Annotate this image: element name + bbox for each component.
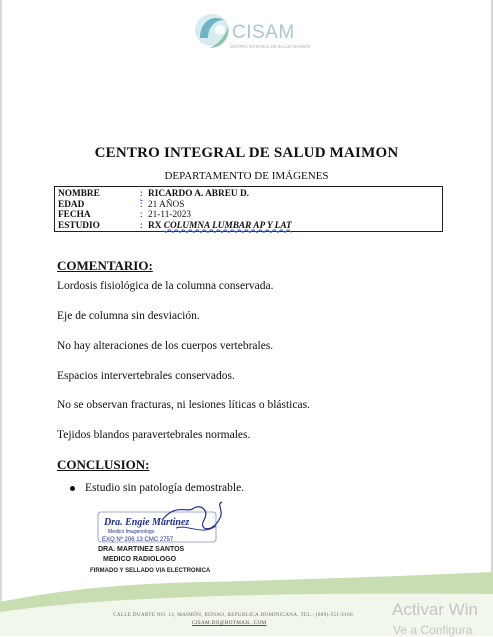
age-value: 21 AÑOS bbox=[148, 199, 185, 210]
activation-watermark-sub: Ve a Configura bbox=[393, 623, 473, 637]
stamp-name: Dra. Engie Martinez bbox=[104, 517, 190, 528]
finding-line: Lordosis fisiológica de la columna conservada. bbox=[57, 280, 274, 292]
bullet-icon bbox=[70, 486, 75, 491]
date-label: FECHA bbox=[58, 210, 91, 220]
footer-address: CALLE DUARTE NO. 13, MAIMÓN, BONAO, REPUBLICA DOMINICANA, TEL.: (809)-551-2166 bbox=[113, 612, 353, 618]
info-row-age bbox=[58, 200, 439, 211]
date-colon: : bbox=[140, 210, 143, 220]
logo-tagline: CENTRO INTEGRAL DE SALUD MAIMON bbox=[230, 44, 311, 49]
info-row-date bbox=[58, 210, 439, 221]
activation-watermark: Activar Win bbox=[392, 600, 478, 619]
study-label: ESTUDIO bbox=[58, 220, 100, 231]
cisam-logo bbox=[190, 8, 310, 56]
study-colon: : bbox=[140, 220, 143, 231]
document-title: CENTRO INTEGRAL DE SALUD MAIMON bbox=[94, 145, 399, 161]
footer-email[interactable]: CISAM.DO@HOTMAIL .COM bbox=[192, 620, 267, 626]
signature-stamp-icon bbox=[92, 500, 232, 550]
conclusion-item bbox=[70, 482, 244, 494]
info-row-name bbox=[58, 189, 439, 200]
page-left-edge bbox=[0, 0, 2, 636]
logo-name: CISAM bbox=[232, 22, 295, 43]
study-value-wrap bbox=[148, 221, 292, 232]
department-subtitle: DEPARTAMENTO DE IMÁGENES bbox=[164, 170, 329, 182]
comment-heading: COMENTARIO: bbox=[57, 258, 153, 273]
signed-note: FIRMADO Y SELLADO VIA ELECTRONICA bbox=[90, 568, 211, 574]
conclusion-heading: CONCLUSION: bbox=[57, 457, 150, 472]
age-colon: : bbox=[140, 199, 143, 210]
name-colon: : bbox=[140, 189, 143, 199]
conclusion-text: Estudio sin patología demostrable. bbox=[85, 482, 245, 494]
finding-line: Tejidos blandos paravertebrales normales. bbox=[57, 429, 251, 441]
finding-line: No se observan fracturas, ni lesiones líticas o blásticas. bbox=[57, 399, 310, 411]
stamp-role: Medico Imagenologo bbox=[108, 529, 155, 535]
age-label: EDAD bbox=[58, 199, 85, 210]
study-value: COLUMNA LUMBAR AP Y LAT bbox=[163, 220, 292, 231]
signer-title: MEDICO RADIOLOGO bbox=[103, 556, 177, 563]
study-prefix: RX bbox=[148, 220, 162, 231]
finding-line: No hay alteraciones de los cuerpos vertebrales. bbox=[57, 340, 274, 352]
finding-line: Eje de columna sin desviación. bbox=[57, 310, 200, 322]
finding-line: Espacios intervertebrales conservados. bbox=[57, 370, 235, 382]
patient-info-box bbox=[54, 186, 443, 232]
signer-name: DRA. MARTINEZ SANTOS bbox=[98, 546, 185, 553]
name-label: NOMBRE bbox=[58, 189, 100, 199]
info-row-study bbox=[58, 221, 439, 232]
name-value: RICARDO A. ABREU D. bbox=[148, 189, 249, 199]
date-value: 21-11-2023 bbox=[148, 210, 192, 220]
stamp-ids: EXQ Nº 206 13 CMC 2757 bbox=[102, 537, 174, 543]
